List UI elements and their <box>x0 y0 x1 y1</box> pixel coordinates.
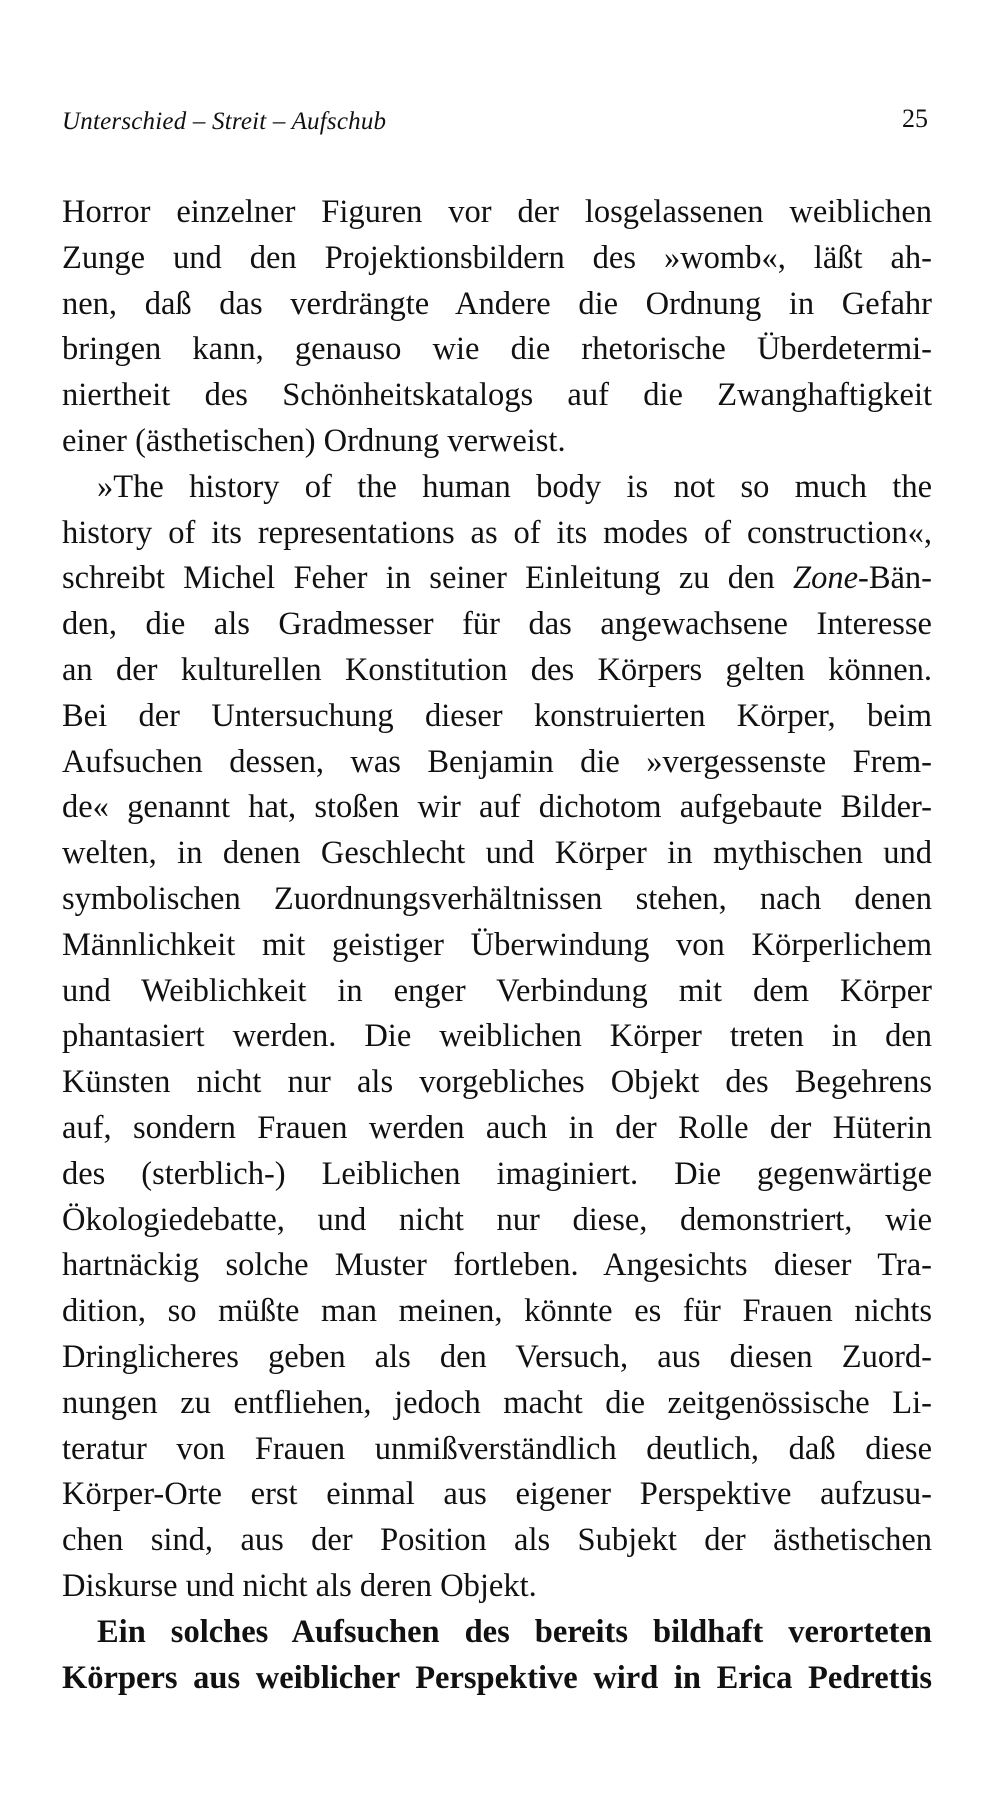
text-line: auf, sondern Frauen werden auch in der Rolle der Hüterin <box>62 1109 932 1146</box>
text-fragment: -Bän- <box>858 560 932 597</box>
text-line: »The history of the human body is not so much the <box>97 468 932 505</box>
text-line: Dringlicheres geben als den Versuch, aus diesen Zuord- <box>62 1338 932 1375</box>
paragraph <box>62 1610 932 1702</box>
text-line: bringen kann, genauso wie die rhetorische Überdetermi- <box>62 331 932 368</box>
paragraph <box>62 465 932 1610</box>
page-number: 25 <box>902 104 928 133</box>
text-line: Ein solches Aufsuchen des bereits bildhaft verorteten <box>97 1613 932 1650</box>
text-line: Körpers aus weiblicher Perspektive wird in Erica Pedrettis <box>62 1659 932 1696</box>
text-line: einer (ästhetischen) Ordnung verweist. <box>62 422 566 459</box>
text-line: Zunge und den Projektionsbildern des »womb«, läßt ah- <box>62 239 932 276</box>
text-line: Diskurse und nicht als deren Objekt. <box>62 1567 537 1604</box>
running-title: Unterschied – Streit – Aufschub <box>62 108 387 135</box>
text-line: und Weiblichkeit in enger Verbindung mit dem Körper <box>62 972 932 1009</box>
text-line: des (sterblich-) Leiblichen imaginiert. Die gegenwärtige <box>62 1155 932 1192</box>
text-line: Aufsuchen dessen, was Benjamin die »vergessenste Frem- <box>62 743 932 780</box>
text-line: Bei der Untersuchung dieser konstruierten Körper, beim <box>62 697 932 734</box>
text-line: Künsten nicht nur als vorgebliches Objekt des Begehrens <box>62 1064 932 1101</box>
running-head <box>62 104 928 148</box>
text-line: Körper-Orte erst einmal aus eigener Perspektive aufzusu- <box>62 1476 932 1513</box>
text-line: teratur von Frauen unmißverständlich deutlich, daß diese <box>62 1430 932 1467</box>
text-fragment: schreibt Michel Feher in seiner Einleitung zu den <box>62 560 793 597</box>
text-line: de« genannt hat, stoßen wir auf dichotom aufgebaute Bilder- <box>62 789 932 826</box>
text-line: welten, in denen Geschlecht und Körper in mythischen und <box>62 835 932 872</box>
body-text <box>62 190 932 1701</box>
text-line: dition, so müßte man meinen, könnte es für Frauen nichts <box>62 1293 932 1330</box>
text-line: phantasiert werden. Die weiblichen Körper treten in den <box>62 1018 932 1055</box>
paragraph <box>62 190 932 465</box>
text-line: Horror einzelner Figuren vor der losgelassenen weiblichen <box>62 194 932 230</box>
text-line: niertheit des Schönheitskatalogs auf die Zwanghaftigkeit <box>62 377 932 414</box>
text-line: Männlichkeit mit geistiger Überwindung von Körperlichem <box>62 926 932 963</box>
text-line: history of its representations as of its modes of construction«, <box>62 514 932 551</box>
text-line: nungen zu entfliehen, jedoch macht die zeitgenössische Li- <box>62 1384 932 1421</box>
text-line: Ökologiedebatte, und nicht nur diese, demonstriert, wie <box>62 1201 932 1238</box>
text-line: chen sind, aus der Position als Subjekt der ästhetischen <box>62 1522 932 1559</box>
text-line <box>62 556 932 602</box>
text-line: den, die als Gradmesser für das angewachsene Interesse <box>62 606 932 643</box>
text-line: an der kulturellen Konstitution des Körpers gelten können. <box>62 651 932 688</box>
text-line: hartnäckig solche Muster fortleben. Angesichts dieser Tra- <box>62 1247 932 1284</box>
text-line: nen, daß das verdrängte Andere die Ordnung in Gefahr <box>62 285 932 322</box>
text-line: symbolischen Zuordnungsverhältnissen stehen, nach denen <box>62 880 932 917</box>
italic-title-zone: Zone <box>793 560 858 597</box>
